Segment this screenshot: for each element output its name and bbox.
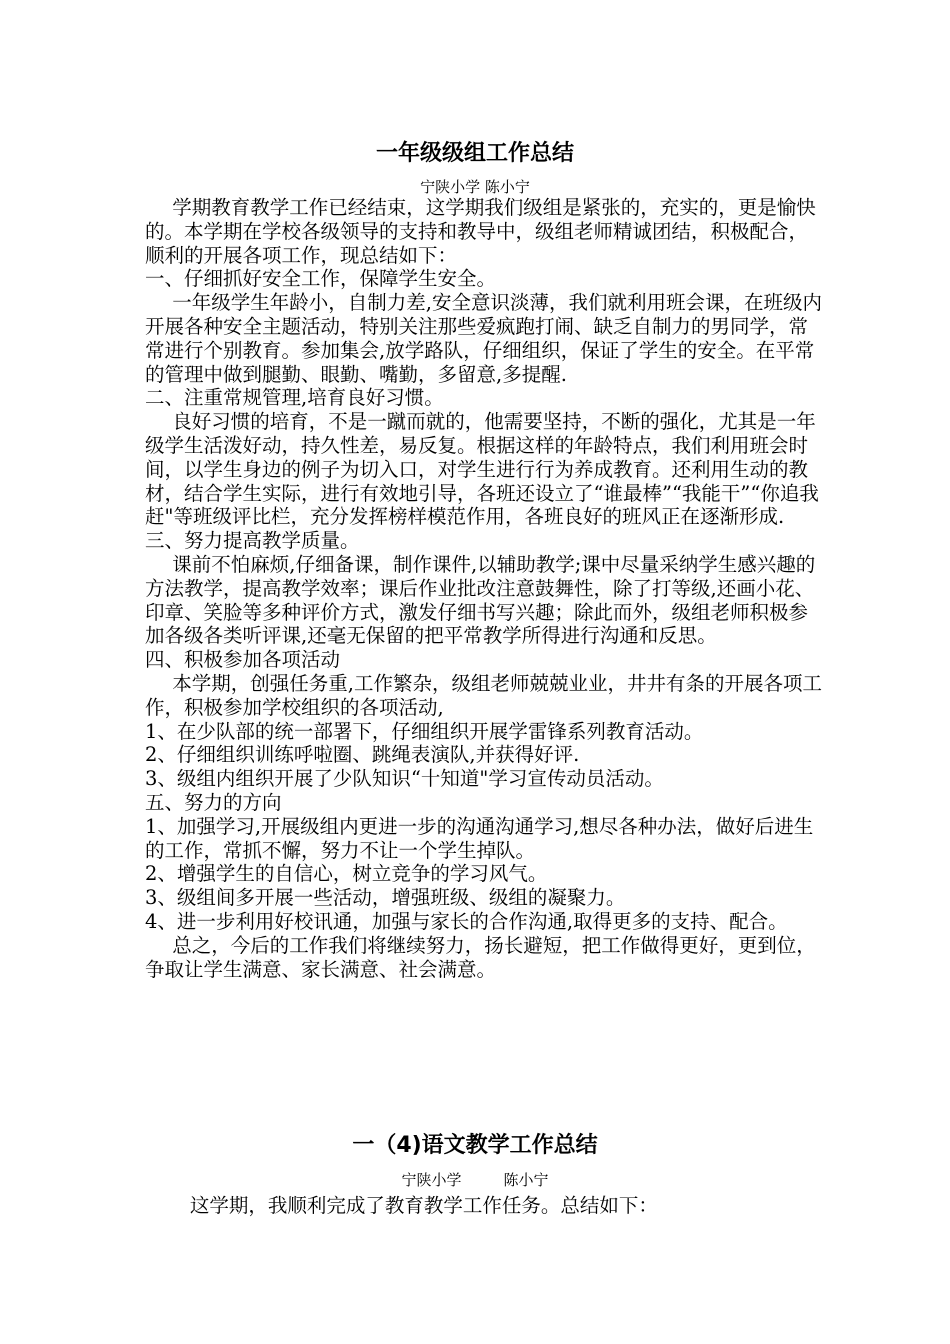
doc1-paragraph: 1、加强学习,开展级组内更进一步的沟通沟通学习,想尽各种办法，做好后进生的工作，常抓不懈，努力不让一个学生掉队。 xyxy=(145,814,814,862)
doc1-paragraph: 本学期，创强任务重,工作繁杂，级组老师兢兢业业，井井有条的开展各项工作，积极参加学校组织的各项活动, xyxy=(145,671,822,719)
doc1-paragraph: 总之，今后的工作我们将继续努力，扬长避短，把工作做得更好，更到位，争取让学生满意、家长满意、社会满意。 xyxy=(145,933,816,981)
doc1-paragraph: 3、级组内组织开展了少队知识“十知道"学习宣传动员活动。 xyxy=(145,767,664,791)
doc1-byline: 宁陕小学 陈小宁 xyxy=(420,178,530,196)
doc2-byline-school: 宁陕小学 xyxy=(401,1171,462,1189)
doc1-paragraph: 二、注重常规管理,培育良好习惯。 xyxy=(145,386,444,410)
doc1-paragraph: 一、仔细抓好安全工作，保障学生安全。 xyxy=(145,267,497,291)
doc1-paragraph: 五、努力的方向 xyxy=(145,790,282,814)
doc1-paragraph: 四、积极参加各项活动 xyxy=(145,648,341,672)
doc1-title: 一年级级组工作总结 xyxy=(375,141,574,166)
doc1-paragraph: 学期教育教学工作已经结束，这学期我们级组是紧张的，充实的，更是愉快的。本学期在学校各级领导的支持和教导中，级组老师精诚团结，积极配合，顺利的开展各项工作，现总结如下： xyxy=(145,196,816,267)
doc2-byline xyxy=(0,1169,950,1190)
doc1-paragraph: 2、增强学生的自信心，树立竞争的学习风气。 xyxy=(145,862,548,886)
doc1-paragraph: 三、努力提高教学质量。 xyxy=(145,529,360,553)
doc1-paragraph: 3、级组间多开展一些活动，增强班级、级组的凝聚力。 xyxy=(145,886,626,910)
doc1-body xyxy=(145,196,825,981)
doc1-paragraph: 2、仔细组织训练呼啦圈、跳绳表演队,并获得好评. xyxy=(145,743,580,767)
doc2-title: 一（4)语文教学工作总结 xyxy=(352,1133,598,1158)
doc1-paragraph: 一年级学生年龄小，自制力差,安全意识淡薄，我们就利用班会课，在班级内开展各种安全主题活动，特别关注那些爱疯跑打闹、缺乏自制力的男同学，常常进行个别教育。参加集会,放学路队，仔细组织，保证了学生的安全。在平常的管理中做到腿勤、眼勤、嘴勤，多留意,多提醒. xyxy=(145,291,822,386)
doc1-paragraph: 4、进一步利用好校讯通，加强与家长的合作沟通,取得更多的支持、配合。 xyxy=(145,909,788,933)
doc1-paragraph: 1、在少队部的统一部署下，仔细组织开展学雷锋系列教育活动。 xyxy=(145,719,704,743)
doc1-paragraph: 良好习惯的培育，不是一蹴而就的，他需要坚持，不断的强化，尤其是一年级学生活泼好动，持久性差，易反复。根据这样的年龄特点，我们利用班会时间，以学生身边的例子为切入口，对学生进行行为养成教育。还利用生动的教材，结合学生实际，进行有效地引导，各班还设立了“谁最棒”“我能干”“你追我赶"等班级评比栏，充分发挥榜样模范作用，各班良好的班风正在逐渐形成. xyxy=(145,410,819,529)
doc2-byline-name: 陈小宁 xyxy=(503,1171,549,1189)
doc2-intro: 这学期，我顺利完成了教育教学工作任务。总结如下： xyxy=(189,1194,658,1217)
doc2-body xyxy=(145,1194,825,1218)
doc1-paragraph: 课前不怕麻烦,仔细备课，制作课件,以辅助教学;课中尽量采纳学生感兴趣的方法教学，提高教学效率；课后作业批改注意鼓舞性，除了打等级,还画小花、印章、笑脸等多种评价方式，激发仔细书写兴趣；除此而外，级组老师积极参加各级各类听评课,还毫无保留的把平常教学所得进行沟通和反思。 xyxy=(145,552,816,648)
